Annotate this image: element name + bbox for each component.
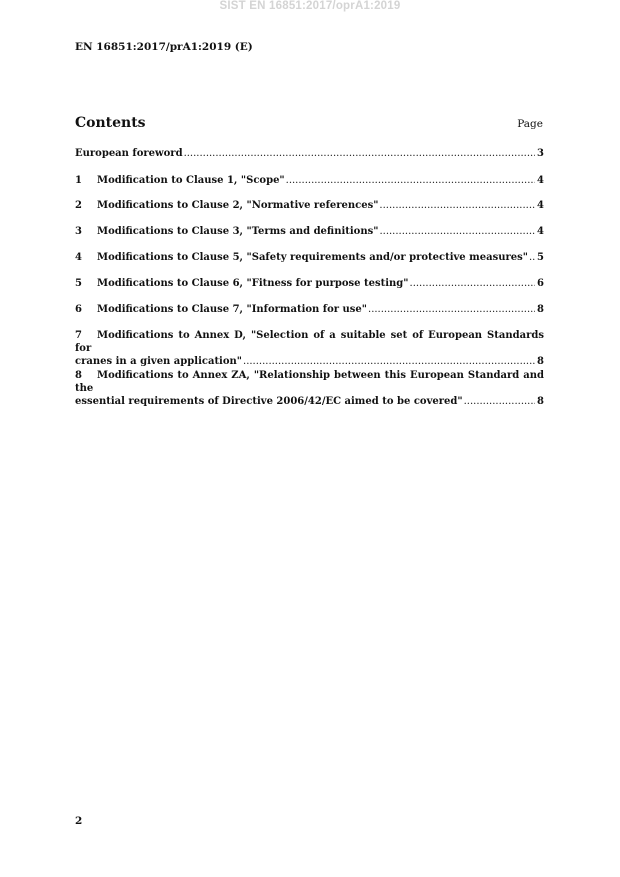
page-column-label: Page [517,118,543,130]
leader-dots [379,225,535,238]
leader-dots [243,355,535,368]
toc-entry-title-line2: essential requirements of Directive 2006/42/EC aimed to be covered" [75,396,463,407]
toc-entry-foreword[interactable] [75,147,544,160]
watermark: SIST EN 16851:2017/oprA1:2019 [219,0,401,12]
toc-entry-page: 5 [537,252,544,263]
toc-entry-6[interactable] [75,303,544,316]
leader-dots [410,277,536,290]
toc-entry-page: 4 [537,175,544,186]
toc-entry-page: 6 [537,278,544,289]
toc-entry-title: European foreword [75,148,183,159]
toc-entry-title: Modifications to Clause 6, "Fitness for purpose testing" [97,278,409,289]
toc-entry-1[interactable] [75,174,544,187]
document-id-header: EN 16851:2017/prA1:2019 (E) [75,41,253,53]
toc-entry-number: 6 [75,304,82,315]
contents-heading: Contents [75,115,146,131]
toc-entry-number: 8 [75,370,82,381]
toc-entry-7[interactable] [75,329,544,368]
toc-entry-8[interactable] [75,369,544,408]
toc-entry-5[interactable] [75,277,544,290]
page-number: 2 [75,815,83,827]
toc-entry-number: 2 [75,200,82,211]
toc-entry-3[interactable] [75,225,544,238]
toc-entry-title: Modifications to Clause 3, "Terms and definitions" [97,226,379,237]
toc-entry-number: 3 [75,226,82,237]
toc-entry-number: 7 [75,330,82,341]
toc-entry-number: 4 [75,252,82,263]
leader-dots [368,303,535,316]
toc-entry-page: 8 [537,304,544,315]
toc-entry-2[interactable] [75,199,544,212]
toc-entry-title: Modifications to Clause 2, "Normative references" [97,200,379,211]
toc-entry-4[interactable] [75,251,544,264]
toc-entry-title: Modifications to Clause 5, "Safety requirements and/or protective measures" [97,252,528,263]
leader-dots [286,174,535,187]
toc-entry-page: 4 [537,200,544,211]
toc-entry-page: 3 [537,148,544,159]
toc-entry-title: Modifications to Clause 7, "Information for use" [97,304,368,315]
leader-dots [379,199,535,212]
toc-entry-page: 8 [537,396,544,407]
toc-entry-title-line1: Modifications to Annex ZA, "Relationship between this European Standard and the [75,370,544,394]
toc-entry-page: 4 [537,226,544,237]
toc-entry-page: 8 [537,356,544,367]
toc-entry-title: Modification to Clause 1, "Scope" [97,175,285,186]
toc-entry-title-line1: Modifications to Annex D, "Selection of a suitable set of European Standards for [75,330,544,354]
toc-entry-number: 5 [75,278,82,289]
leader-dots [529,251,535,264]
toc-entry-title-line2: cranes in a given application" [75,356,243,367]
toc-entry-number: 1 [75,175,82,186]
leader-dots [464,395,535,408]
leader-dots [184,147,535,160]
